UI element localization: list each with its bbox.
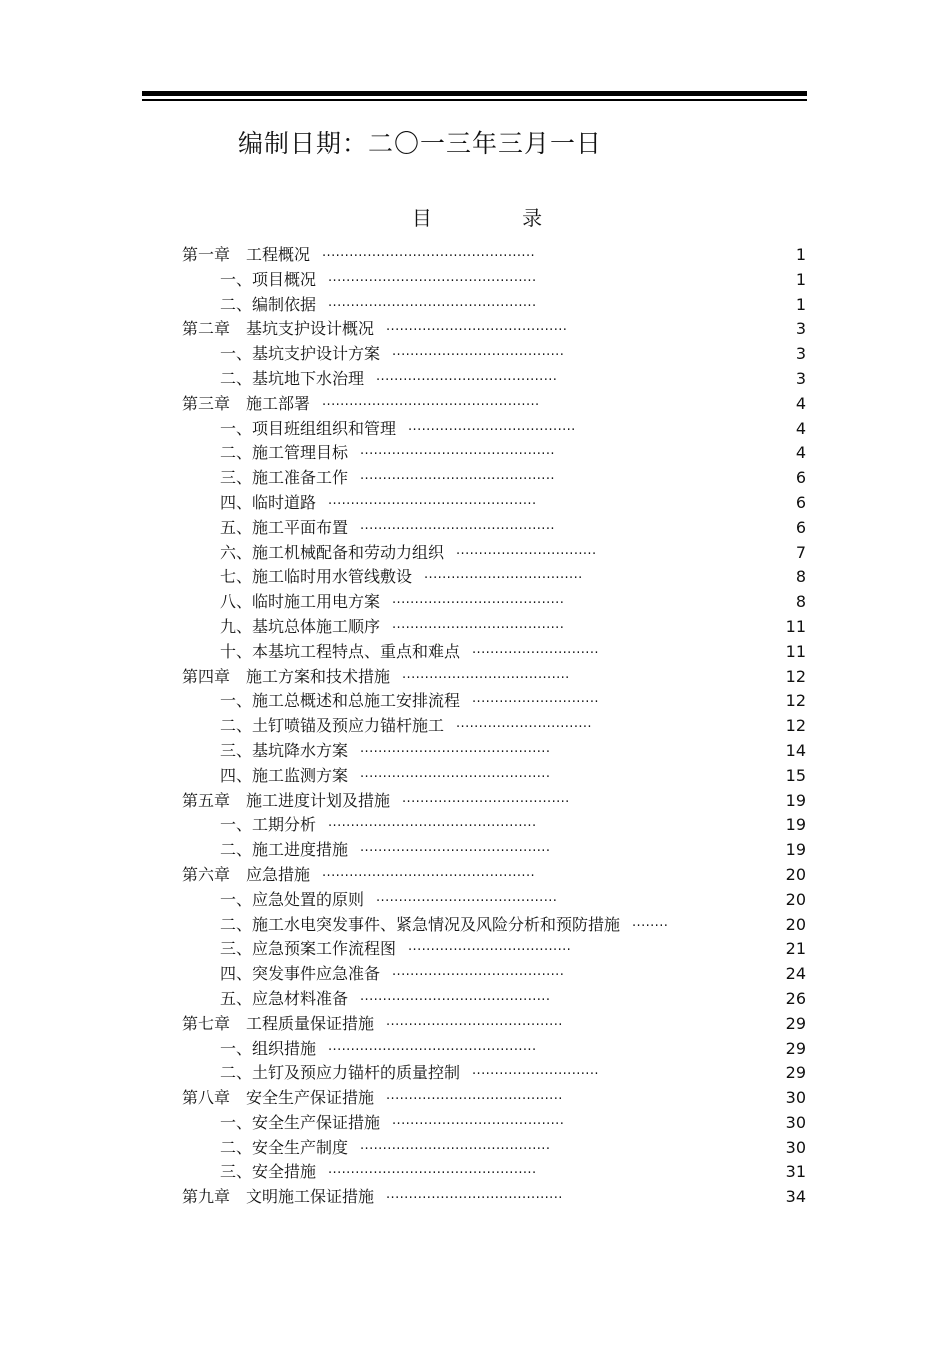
toc-entry-page-number: 1 — [795, 245, 806, 264]
toc-entry-section[interactable] — [0, 739, 950, 764]
toc-entry-page-number: 4 — [795, 418, 806, 438]
toc-entry-page-number: 20 — [785, 864, 806, 884]
toc-entry-label: 三、施工准备工作 — [220, 468, 349, 488]
toc-entry-page-number: 3 — [795, 344, 806, 364]
toc-dot-leader: .......................................... — [360, 765, 551, 781]
toc-dot-leader: .............................................. — [328, 815, 537, 831]
toc-dot-leader: ...................................... — [392, 616, 565, 632]
toc-entry-section[interactable] — [0, 268, 950, 293]
toc-entry-section[interactable] — [0, 466, 950, 491]
toc-entry-page-number: 21 — [785, 939, 806, 959]
toc-dot-leader: .............................................. — [328, 1038, 537, 1054]
toc-entry-label: 三、安全措施 — [220, 1162, 317, 1182]
toc-dot-leader: ........................................... — [360, 517, 555, 533]
toc-entry-label: 六、施工机械配备和劳动力组织 — [220, 542, 445, 562]
toc-entry-label: 二、安全生产制度 — [220, 1137, 349, 1157]
toc-entry-section[interactable] — [0, 838, 950, 863]
header-rule-thick — [142, 91, 807, 96]
toc-entry-page-number: 20 — [785, 889, 806, 909]
toc-entry-section[interactable] — [0, 689, 950, 714]
toc-entry-section[interactable] — [0, 293, 950, 318]
toc-entry-label: 九、基坑总体施工顺序 — [220, 616, 381, 636]
toc-entry-label: 三、应急预案工作流程图 — [220, 939, 397, 959]
toc-entry-page-number: 8 — [795, 567, 806, 587]
toc-dot-leader: .......................................... — [360, 1137, 551, 1153]
toc-entry-label: 二、施工进度措施 — [220, 840, 349, 860]
toc-entry-section[interactable] — [0, 1061, 950, 1086]
toc-entry-page-number: 19 — [785, 790, 806, 810]
toc-dot-leader: .............................................. — [328, 1162, 537, 1178]
toc-entry-label: 第九章 文明施工保证措施 — [182, 1187, 375, 1207]
toc-dot-leader: .......................................... — [360, 840, 551, 856]
toc-entry-label: 一、项目班组组织和管理 — [220, 418, 397, 438]
toc-entry-chapter[interactable] — [0, 392, 950, 417]
toc-entry-page-number: 12 — [785, 691, 806, 711]
toc-entry-page-number: 4 — [795, 443, 806, 463]
toc-entry-chapter[interactable] — [0, 863, 950, 888]
toc-entry-section[interactable] — [0, 417, 950, 442]
toc-dot-leader: .................................... — [408, 939, 572, 955]
toc-entry-label: 四、突发事件应急准备 — [220, 964, 381, 984]
compile-date: 编制日期：二〇一三年三月一日 — [238, 129, 603, 158]
toc-entry-page-number: 14 — [785, 740, 806, 760]
toc-entry-page-number: 30 — [785, 1112, 806, 1132]
toc-entry-label: 第五章 施工进度计划及措施 — [182, 790, 391, 810]
toc-entry-page-number: 19 — [785, 815, 806, 835]
toc-dot-leader: ....................................... — [386, 1187, 563, 1203]
toc-dot-leader: .............................................. — [328, 294, 537, 310]
toc-entry-chapter[interactable] — [0, 665, 950, 690]
toc-entry-section[interactable] — [0, 590, 950, 615]
toc-dot-leader: .......................................... — [360, 988, 551, 1004]
toc-entry-page-number: 11 — [785, 641, 806, 661]
toc-entry-page-number: 12 — [785, 666, 806, 686]
toc-entry-section[interactable] — [0, 987, 950, 1012]
toc-entry-label: 一、项目概况 — [220, 269, 317, 289]
toc-entry-chapter[interactable] — [0, 317, 950, 342]
toc-entry-label: 四、临时道路 — [220, 492, 317, 512]
toc-entry-page-number: 12 — [785, 716, 806, 736]
toc-entry-chapter[interactable] — [0, 243, 950, 268]
toc-entry-page-number: 30 — [785, 1088, 806, 1108]
toc-entry-label: 二、施工水电突发事件、紧急情况及风险分析和预防措施 — [220, 914, 621, 934]
toc-dot-leader: ........................................ — [386, 319, 568, 335]
toc-entry-section[interactable] — [0, 491, 950, 516]
toc-entry-label: 一、工期分析 — [220, 815, 317, 835]
toc-entry-page-number: 26 — [785, 988, 806, 1008]
toc-dot-leader: ............................... — [456, 542, 597, 558]
toc-entry-page-number: 1 — [795, 294, 806, 314]
toc-entry-section[interactable] — [0, 441, 950, 466]
toc-entry-section[interactable] — [0, 714, 950, 739]
toc-entry-label: 二、施工管理目标 — [220, 443, 349, 463]
toc-entry-chapter[interactable] — [0, 1185, 950, 1210]
toc-dot-leader: ...................................... — [392, 1112, 565, 1128]
toc-dot-leader: ........................................... — [360, 443, 555, 459]
toc-entry-label: 一、基坑支护设计方案 — [220, 344, 381, 364]
toc-dot-leader: ...................................... — [392, 964, 565, 980]
toc-entry-section[interactable] — [0, 615, 950, 640]
header-rule-thin — [142, 99, 807, 101]
toc-entry-section[interactable] — [0, 1111, 950, 1136]
toc-entry-section[interactable] — [0, 913, 950, 938]
toc-entry-chapter[interactable] — [0, 1012, 950, 1037]
toc-entry-label: 四、施工监测方案 — [220, 765, 349, 785]
toc-dot-leader: ............................ — [472, 1063, 599, 1079]
toc-entry-label: 第六章 应急措施 — [182, 864, 311, 884]
toc-dot-leader: .............................. — [456, 716, 592, 732]
toc-entry-page-number: 34 — [785, 1187, 806, 1207]
toc-entry-section[interactable] — [0, 813, 950, 838]
toc-entry-page-number: 19 — [785, 840, 806, 860]
toc-entry-label: 五、施工平面布置 — [220, 517, 349, 537]
toc-entry-section[interactable] — [0, 1037, 950, 1062]
toc-entry-section[interactable] — [0, 1160, 950, 1185]
toc-entry-section[interactable] — [0, 565, 950, 590]
toc-entry-page-number: 31 — [785, 1162, 806, 1182]
toc-entry-label: 二、土钉及预应力锚杆的质量控制 — [220, 1063, 461, 1083]
toc-entry-section[interactable] — [0, 516, 950, 541]
toc-dot-leader: ...................................... — [392, 592, 565, 608]
toc-entry-page-number: 6 — [795, 492, 806, 512]
toc-entry-section[interactable] — [0, 888, 950, 913]
toc-dot-leader: .............................................. — [328, 492, 537, 508]
toc-entry-label: 第七章 工程质量保证措施 — [182, 1013, 375, 1033]
toc-dot-leader: ....................................... — [386, 1013, 563, 1029]
toc-entry-page-number: 20 — [785, 914, 806, 934]
toc-entry-page-number: 29 — [785, 1038, 806, 1058]
toc-entry-page-number: 30 — [785, 1137, 806, 1157]
toc-dot-leader: ..................................... — [402, 666, 570, 682]
toc-entry-page-number: 11 — [785, 616, 806, 636]
toc-entry-section[interactable] — [0, 367, 950, 392]
toc-entry-page-number: 24 — [785, 964, 806, 984]
toc-entry-section[interactable] — [0, 342, 950, 367]
toc-dot-leader: ............................ — [472, 641, 599, 657]
toc-dot-leader: .............................................. — [328, 269, 537, 285]
toc-entry-page-number: 1 — [795, 269, 806, 289]
toc-entry-page-number: 29 — [785, 1013, 806, 1033]
toc-entry-label: 二、土钉喷锚及预应力锚杆施工 — [220, 716, 445, 736]
toc-entry-page-number: 6 — [795, 468, 806, 488]
toc-entry-section[interactable] — [0, 937, 950, 962]
toc-entry-label: 第八章 安全生产保证措施 — [182, 1088, 375, 1108]
toc-entry-page-number: 6 — [795, 517, 806, 537]
toc-entry-label: 一、安全生产保证措施 — [220, 1112, 381, 1132]
toc-entry-chapter[interactable] — [0, 789, 950, 814]
toc-entry-page-number: 4 — [795, 393, 806, 413]
toc-entry-label: 二、基坑地下水治理 — [220, 368, 365, 388]
toc-entry-label: 五、应急材料准备 — [220, 988, 349, 1008]
toc-dot-leader: ..................................... — [408, 418, 576, 434]
toc-entry-label: 第四章 施工方案和技术措施 — [182, 666, 391, 686]
toc-title: 目 录 — [411, 206, 585, 230]
toc-entry-section[interactable] — [0, 764, 950, 789]
toc-entry-page-number: 15 — [785, 765, 806, 785]
toc-entry-chapter[interactable] — [0, 1086, 950, 1111]
toc-entry-page-number: 8 — [795, 592, 806, 612]
toc-entry-label: 第一章 工程概况 — [182, 245, 311, 264]
toc-entry-label: 一、施工总概述和总施工安排流程 — [220, 691, 461, 711]
table-of-contents — [0, 243, 950, 1210]
toc-entry-label: 七、施工临时用水管线敷设 — [220, 567, 413, 587]
toc-entry-page-number: 7 — [795, 542, 806, 562]
toc-dot-leader: ................................................ — [322, 393, 540, 409]
toc-entry-label: 八、临时施工用电方案 — [220, 592, 381, 612]
toc-dot-leader: ........ — [632, 914, 669, 930]
toc-entry-label: 三、基坑降水方案 — [220, 740, 349, 760]
toc-entry-label: 十、本基坑工程特点、重点和难点 — [220, 641, 461, 661]
toc-entry-label: 一、应急处置的原则 — [220, 889, 365, 909]
toc-entry-section[interactable] — [0, 541, 950, 566]
toc-entry-label: 二、编制依据 — [220, 294, 317, 314]
toc-dot-leader: ...................................... — [392, 344, 565, 360]
toc-entry-section[interactable] — [0, 640, 950, 665]
toc-dot-leader: ........................................ — [376, 889, 558, 905]
toc-entry-section[interactable] — [0, 962, 950, 987]
toc-entry-label: 第三章 施工部署 — [182, 393, 311, 413]
toc-dot-leader: ....................................... — [386, 1088, 563, 1104]
toc-entry-section[interactable] — [0, 1136, 950, 1161]
toc-entry-page-number: 3 — [795, 319, 806, 339]
toc-entry-label: 一、组织措施 — [220, 1038, 317, 1058]
toc-entry-label: 第二章 基坑支护设计概况 — [182, 319, 375, 339]
toc-dot-leader: ................................... — [424, 567, 583, 583]
toc-dot-leader: .......................................... — [360, 740, 551, 756]
toc-dot-leader: ........................................... — [360, 468, 555, 484]
toc-dot-leader: ............................ — [472, 691, 599, 707]
toc-dot-leader: ............................................... — [322, 864, 536, 880]
toc-entry-page-number: 3 — [795, 368, 806, 388]
toc-dot-leader: ........................................ — [376, 368, 558, 384]
toc-entry-page-number: 29 — [785, 1063, 806, 1083]
toc-dot-leader: ..................................... — [402, 790, 570, 806]
toc-dot-leader: ............................................... — [322, 245, 536, 260]
